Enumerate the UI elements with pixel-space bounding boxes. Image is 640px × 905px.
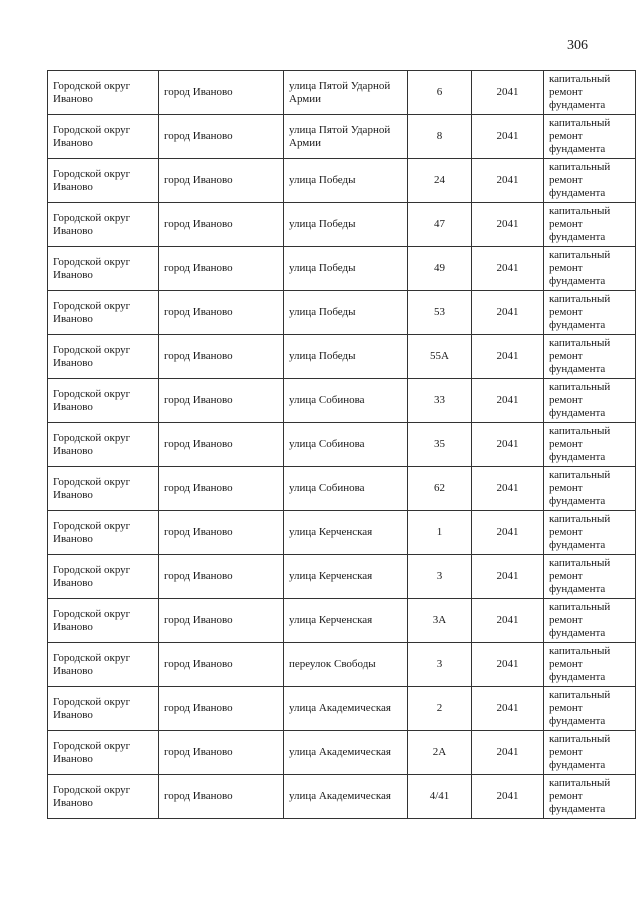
cell-year: 2041 — [472, 511, 544, 555]
cell-house-number: 55А — [408, 335, 472, 379]
cell-work-type: капитальный ремонт фундамента — [544, 291, 636, 335]
cell-city: город Иваново — [159, 115, 284, 159]
cell-work-type: капитальный ремонт фундамента — [544, 555, 636, 599]
cell-year: 2041 — [472, 291, 544, 335]
cell-house-number: 47 — [408, 203, 472, 247]
cell-house-number: 35 — [408, 423, 472, 467]
cell-street: улица Собинова — [284, 379, 408, 423]
cell-year: 2041 — [472, 203, 544, 247]
cell-year: 2041 — [472, 247, 544, 291]
cell-year: 2041 — [472, 335, 544, 379]
cell-city: город Иваново — [159, 159, 284, 203]
cell-year: 2041 — [472, 379, 544, 423]
table-row — [48, 599, 636, 643]
cell-work-type: капитальный ремонт фундамента — [544, 599, 636, 643]
cell-house-number: 6 — [408, 71, 472, 115]
cell-city: город Иваново — [159, 599, 284, 643]
table-row — [48, 423, 636, 467]
cell-house-number: 3 — [408, 555, 472, 599]
cell-city: город Иваново — [159, 467, 284, 511]
cell-street: улица Керченская — [284, 511, 408, 555]
cell-district: Городской округ Иваново — [48, 71, 159, 115]
cell-district: Городской округ Иваново — [48, 731, 159, 775]
table-row — [48, 731, 636, 775]
table-row — [48, 159, 636, 203]
table-body — [48, 71, 636, 819]
cell-city: город Иваново — [159, 555, 284, 599]
cell-district: Городской округ Иваново — [48, 775, 159, 819]
cell-district: Городской округ Иваново — [48, 467, 159, 511]
cell-street: улица Пятой Ударной Армии — [284, 71, 408, 115]
cell-year: 2041 — [472, 555, 544, 599]
cell-street: улица Победы — [284, 203, 408, 247]
cell-city: город Иваново — [159, 687, 284, 731]
cell-city: город Иваново — [159, 203, 284, 247]
cell-district: Городской округ Иваново — [48, 115, 159, 159]
cell-work-type: капитальный ремонт фундамента — [544, 71, 636, 115]
cell-street: улица Победы — [284, 335, 408, 379]
cell-work-type: капитальный ремонт фундамента — [544, 687, 636, 731]
cell-district: Городской округ Иваново — [48, 687, 159, 731]
table-row — [48, 115, 636, 159]
cell-year: 2041 — [472, 687, 544, 731]
cell-district: Городской округ Иваново — [48, 423, 159, 467]
cell-year: 2041 — [472, 71, 544, 115]
cell-work-type: капитальный ремонт фундамента — [544, 731, 636, 775]
housing-repair-table — [47, 70, 636, 819]
table-row — [48, 335, 636, 379]
cell-house-number: 8 — [408, 115, 472, 159]
cell-city: город Иваново — [159, 423, 284, 467]
cell-work-type: капитальный ремонт фундамента — [544, 335, 636, 379]
cell-year: 2041 — [472, 423, 544, 467]
cell-work-type: капитальный ремонт фундамента — [544, 643, 636, 687]
cell-city: город Иваново — [159, 643, 284, 687]
cell-street: улица Академическая — [284, 731, 408, 775]
table-row — [48, 687, 636, 731]
cell-work-type: капитальный ремонт фундамента — [544, 775, 636, 819]
cell-street: улица Керченская — [284, 599, 408, 643]
cell-street: улица Академическая — [284, 687, 408, 731]
cell-house-number: 62 — [408, 467, 472, 511]
cell-work-type: капитальный ремонт фундамента — [544, 247, 636, 291]
table-row — [48, 555, 636, 599]
cell-district: Городской округ Иваново — [48, 555, 159, 599]
cell-city: город Иваново — [159, 335, 284, 379]
cell-year: 2041 — [472, 599, 544, 643]
cell-city: город Иваново — [159, 731, 284, 775]
cell-district: Городской округ Иваново — [48, 291, 159, 335]
cell-street: переулок Свободы — [284, 643, 408, 687]
cell-street: улица Победы — [284, 247, 408, 291]
table-row — [48, 71, 636, 115]
cell-street: улица Керченская — [284, 555, 408, 599]
cell-work-type: капитальный ремонт фундамента — [544, 423, 636, 467]
cell-work-type: капитальный ремонт фундамента — [544, 379, 636, 423]
cell-house-number: 1 — [408, 511, 472, 555]
cell-district: Городской округ Иваново — [48, 247, 159, 291]
cell-work-type: капитальный ремонт фундамента — [544, 115, 636, 159]
cell-street: улица Победы — [284, 291, 408, 335]
cell-year: 2041 — [472, 643, 544, 687]
cell-house-number: 4/41 — [408, 775, 472, 819]
cell-house-number: 2 — [408, 687, 472, 731]
table-row — [48, 291, 636, 335]
cell-work-type: капитальный ремонт фундамента — [544, 467, 636, 511]
table-row — [48, 467, 636, 511]
table-row — [48, 643, 636, 687]
cell-street: улица Собинова — [284, 423, 408, 467]
table-row — [48, 511, 636, 555]
table-row — [48, 775, 636, 819]
cell-work-type: капитальный ремонт фундамента — [544, 203, 636, 247]
cell-work-type: капитальный ремонт фундамента — [544, 159, 636, 203]
cell-house-number: 53 — [408, 291, 472, 335]
cell-house-number: 2А — [408, 731, 472, 775]
cell-district: Городской округ Иваново — [48, 203, 159, 247]
cell-city: город Иваново — [159, 775, 284, 819]
cell-district: Городской округ Иваново — [48, 511, 159, 555]
cell-year: 2041 — [472, 467, 544, 511]
cell-city: город Иваново — [159, 71, 284, 115]
cell-house-number: 3 — [408, 643, 472, 687]
cell-street: улица Собинова — [284, 467, 408, 511]
cell-year: 2041 — [472, 159, 544, 203]
cell-street: улица Академическая — [284, 775, 408, 819]
cell-city: город Иваново — [159, 511, 284, 555]
cell-street: улица Пятой Ударной Армии — [284, 115, 408, 159]
table-row — [48, 203, 636, 247]
cell-city: город Иваново — [159, 291, 284, 335]
cell-year: 2041 — [472, 775, 544, 819]
table-row — [48, 247, 636, 291]
cell-year: 2041 — [472, 731, 544, 775]
table-row — [48, 379, 636, 423]
cell-district: Городской округ Иваново — [48, 599, 159, 643]
cell-house-number: 33 — [408, 379, 472, 423]
cell-house-number: 3А — [408, 599, 472, 643]
cell-district: Городской округ Иваново — [48, 379, 159, 423]
cell-house-number: 24 — [408, 159, 472, 203]
cell-year: 2041 — [472, 115, 544, 159]
cell-city: город Иваново — [159, 247, 284, 291]
cell-city: город Иваново — [159, 379, 284, 423]
cell-district: Городской округ Иваново — [48, 159, 159, 203]
cell-work-type: капитальный ремонт фундамента — [544, 511, 636, 555]
cell-house-number: 49 — [408, 247, 472, 291]
cell-district: Городской округ Иваново — [48, 335, 159, 379]
page-number: 306 — [567, 38, 588, 53]
cell-street: улица Победы — [284, 159, 408, 203]
cell-district: Городской округ Иваново — [48, 643, 159, 687]
